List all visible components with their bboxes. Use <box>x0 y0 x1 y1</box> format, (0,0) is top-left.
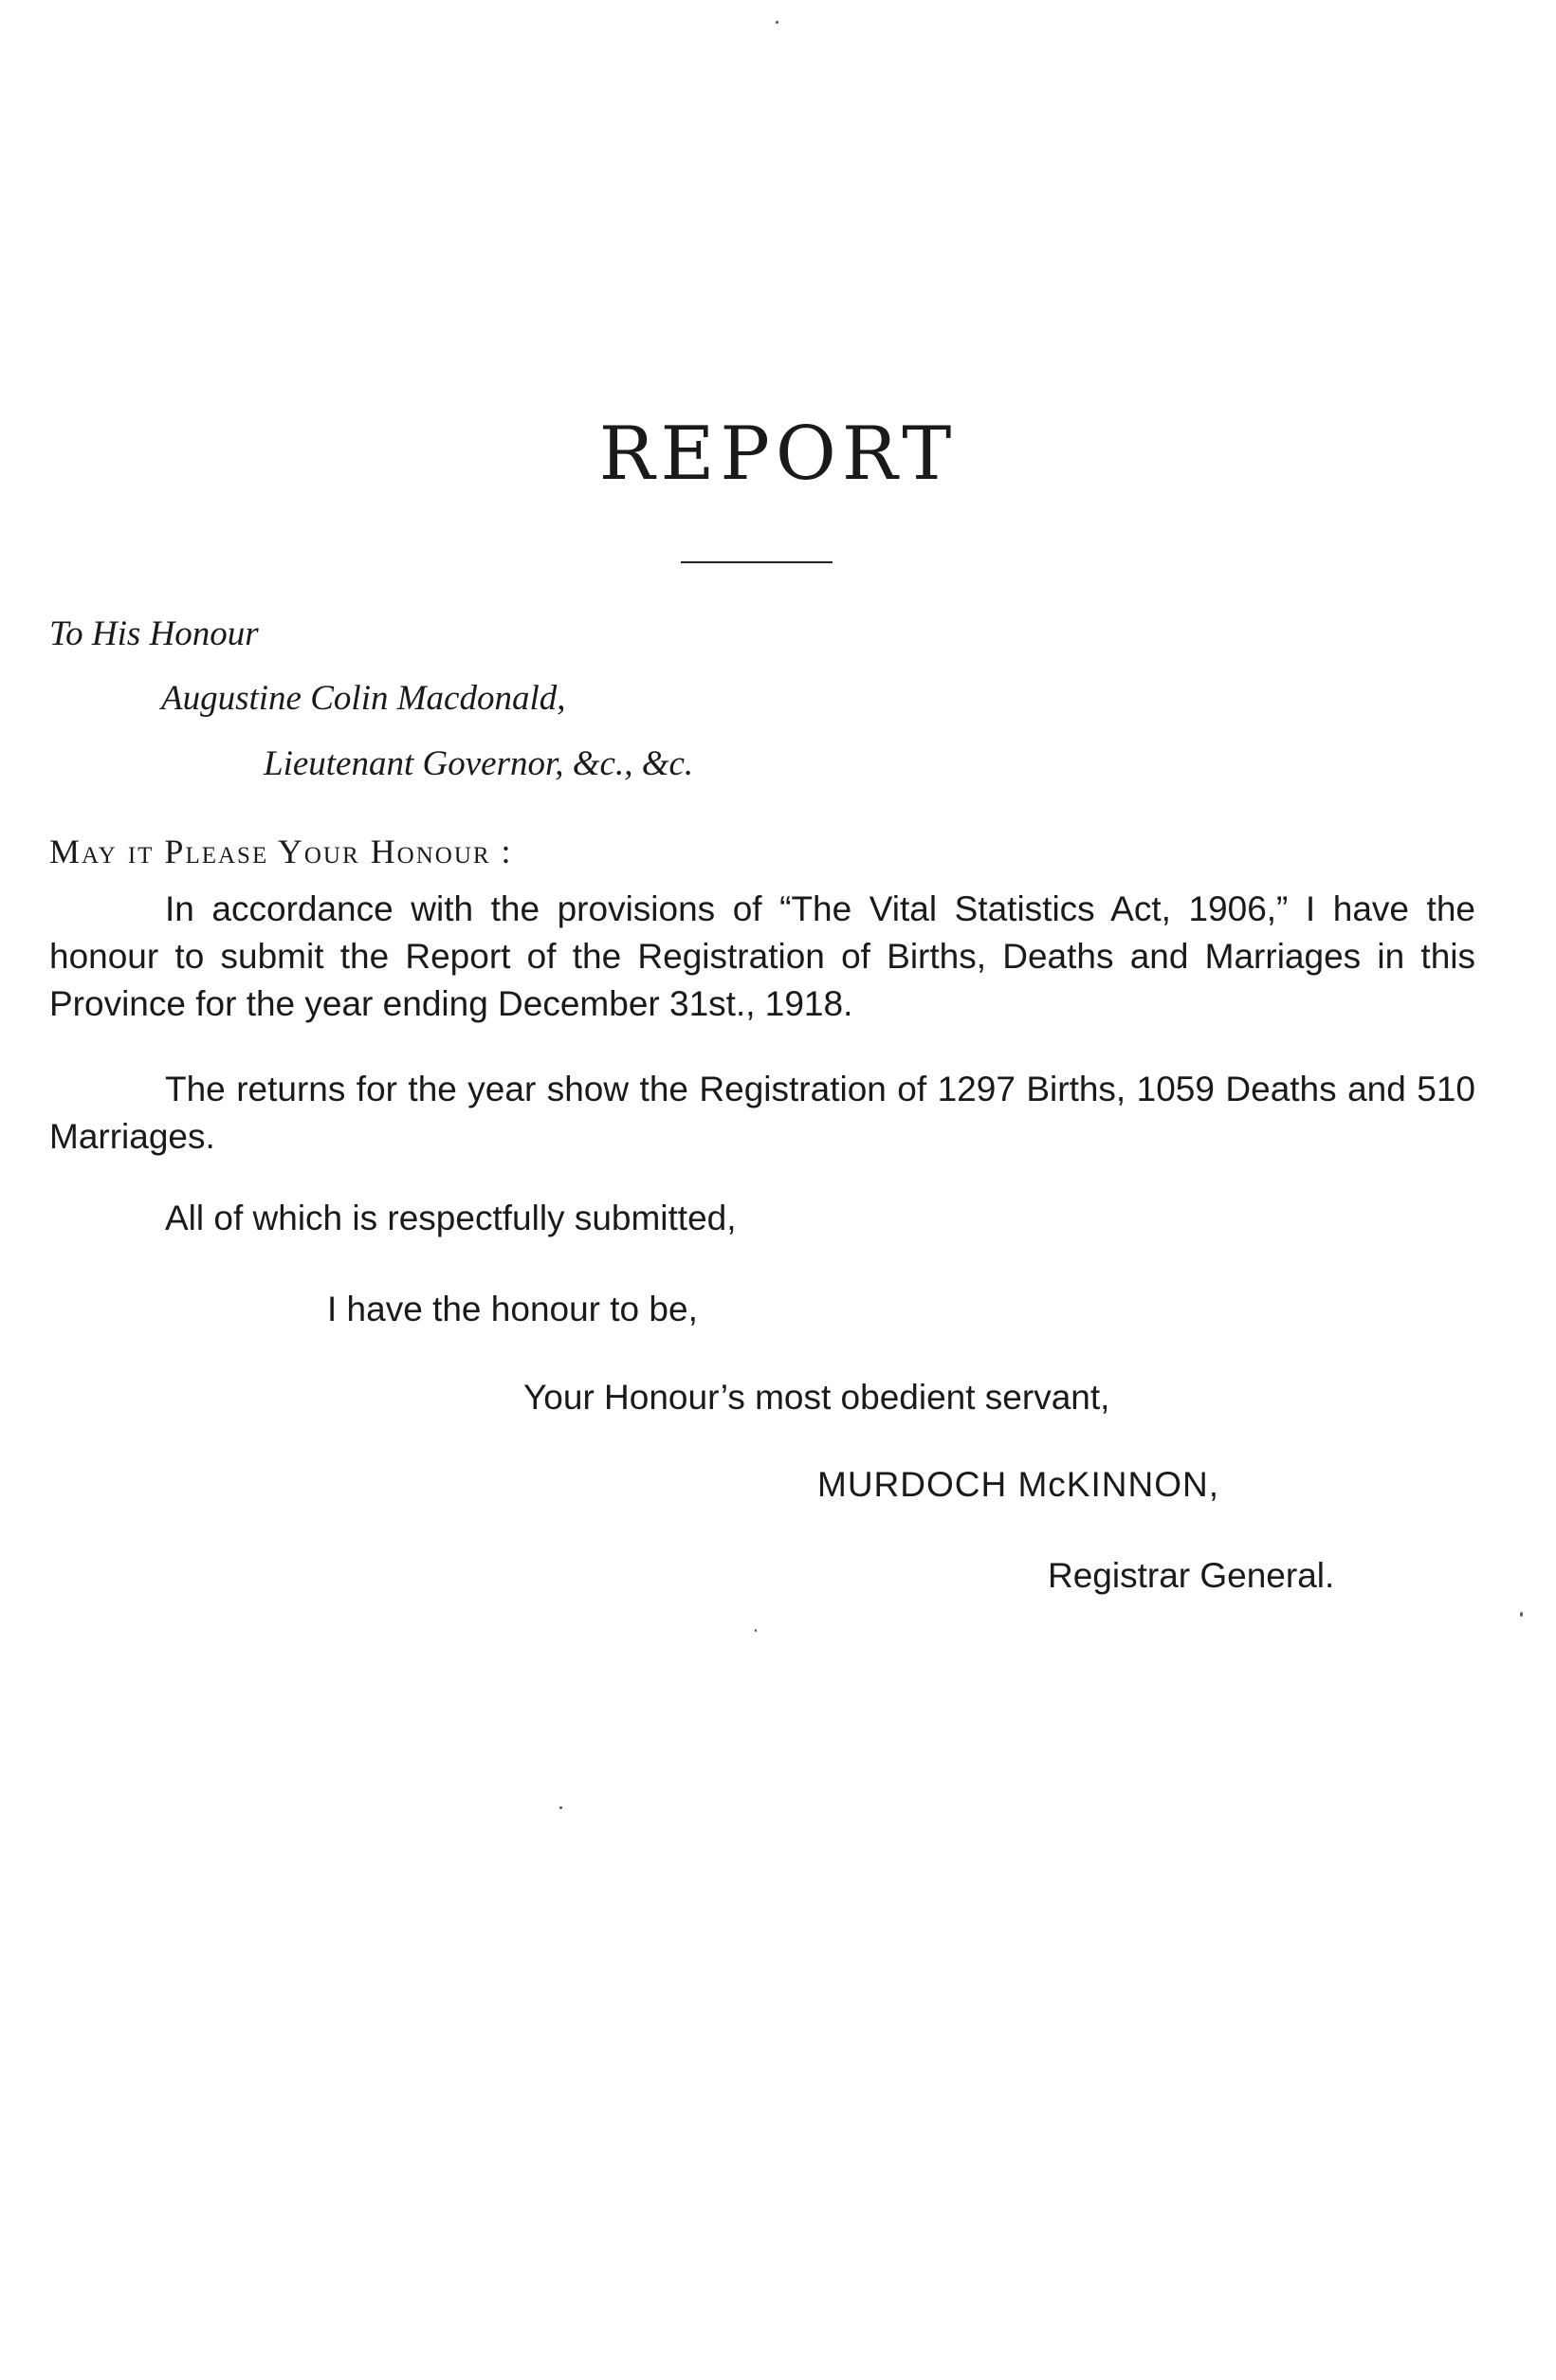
signature-name: MURDOCH McKINNON, <box>817 1465 1219 1504</box>
salutation: May it Please Your Honour : <box>49 833 513 870</box>
scan-speck <box>1520 1612 1523 1617</box>
title-divider <box>681 561 833 563</box>
address-line-3: Lieutenant Governor, &c., &c. <box>264 744 694 783</box>
scan-speck <box>755 1629 757 1632</box>
closing-line-2: Your Honour’s most obedient servant, <box>523 1378 1110 1417</box>
address-line-1: To His Honour <box>49 614 259 653</box>
signature-title: Registrar General. <box>1048 1556 1335 1595</box>
scan-speck <box>559 1806 562 1809</box>
report-title: REPORT <box>598 412 958 497</box>
paragraph-returns: The returns for the year show the Registration of 1297 Births, 1059 Deaths and 510 Marriages. <box>49 1070 1475 1156</box>
paragraph-accordance: In accordance with the provisions of “The Vital Statistics Act, 1906,” I have the honour to submit the Report of the Registration of Births, Deaths and Marriages in this Province for the year ending December 31st., 1918. <box>49 889 1475 1023</box>
closing-line-1: I have the honour to be, <box>327 1290 698 1328</box>
address-line-2: Augustine Colin Macdonald, <box>161 679 566 718</box>
scan-speck <box>776 21 778 24</box>
paragraph-submitted: All of which is respectfully submitted, <box>165 1199 737 1237</box>
